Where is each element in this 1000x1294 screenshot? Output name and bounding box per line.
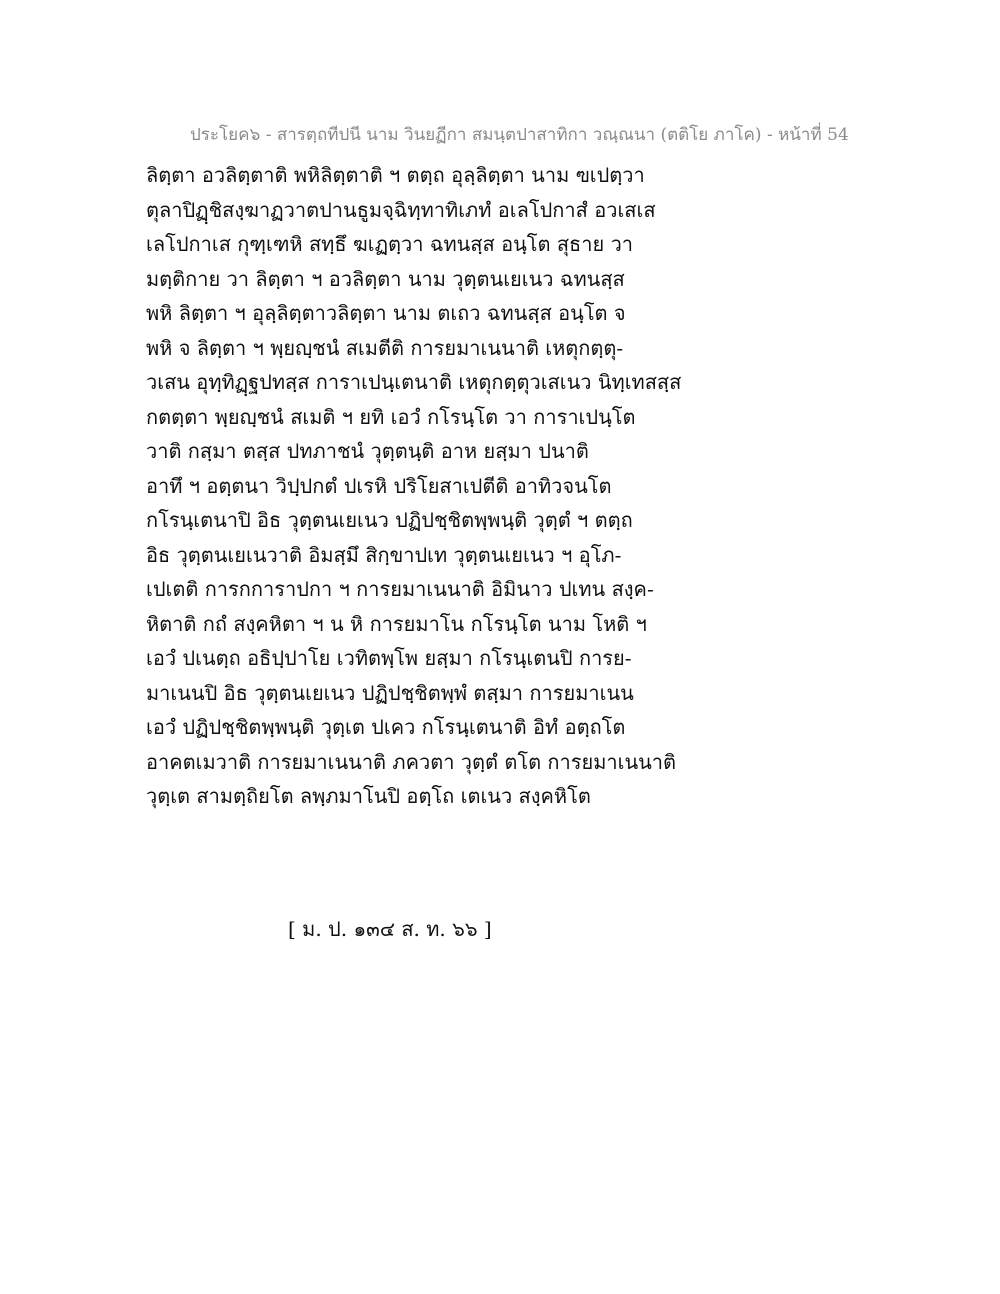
text-line: อาคตเมวาติ การยมาเนนาติ ภควตา วุตฺตํ ตโต การยมาเนนาติ	[146, 749, 677, 774]
body-text	[146, 158, 706, 814]
text-line: เลโปกาเส กุฑฺเฑหิ สทฺธึ ฆเฏตฺวา ฉทนสฺส อนฺโต สุธาย วา	[146, 232, 634, 256]
text-line: เอวํ ปฏิปชฺชิตพฺพนฺติ วุตฺเต ปเคว กโรนฺเตนาติ อิทํ อตฺถโต	[146, 715, 626, 739]
text-line: กโรนฺเตนาปิ อิธ วุตฺตนเยเนว ปฏิปชฺชิตพฺพนฺติ วุตฺตํ ฯ ตตฺถ	[146, 508, 633, 532]
running-header: ประโยค๖ - สารตฺถทีปนี นาม วินยฏีกา สมนฺตปาสาทิกา วณฺณนา (ตติโย ภาโค) - หน้าที่ 54	[190, 125, 849, 145]
text-line: วาติ กสฺมา ตสฺส ปทภาชนํ วุตฺตนฺติ อาห ยสฺมา ปนาติ	[146, 439, 589, 463]
text-line: อาทึ ฯ อตฺตนา วิปฺปกตํ ปเรหิ ปริโยสาเปตีติ อาทิวจนโต	[146, 473, 612, 498]
text-line: วเสน อุทฺทิฏฺฐปทสฺส การาเปนฺเตนาติ เหตุกตฺตุวเสเนว นิทฺเทสสฺส	[146, 370, 682, 394]
text-line: เอวํ ปเนตฺถ อธิปฺปาโย เวทิตพฺโพ ยสฺมา กโรนฺเตนปิ การย-	[146, 646, 632, 670]
text-line: อิธ วุตฺตนเยเนวาติ อิมสฺมึ สิกฺขาปเท วุตฺตนเยเนว ฯ อุโภ-	[146, 542, 622, 567]
text-line: พหิ จ ลิตฺตา ฯ พฺยญฺชนํ สเมตีติ การยมาเนนาติ เหตุกตฺตุ-	[146, 335, 624, 360]
text-line: หิตาติ กถํ สงฺคหิตา ฯ น หิ การยมาโน กโรนฺโต นาม โหติ ฯ	[146, 611, 647, 636]
text-line: มตฺติกาย วา ลิตฺตา ฯ อวลิตฺตา นาม วุตฺตนเยเนว ฉทนสฺส	[146, 266, 625, 291]
text-line: กตตฺตา พฺยญฺชนํ สเมติ ฯ ยทิ เอวํ กโรนฺโต วา การาเปนฺโต	[146, 404, 636, 429]
text-line: ลิตฺตา อวลิตฺตาติ พหิลิตฺตาติ ฯ ตตฺถ อุลฺลิตฺตา นาม ฃเปตฺวา	[146, 163, 645, 187]
text-line: ตุลาปิฏฺชิสงฺฆาฏวาตปานธูมจฺฉิทฺทาทิเภทํ อเลโปกาสํ อวเสเส	[146, 197, 656, 222]
text-line: มาเนนปิ อิธ วุตฺตนเยเนว ปฏิปชฺชิตพฺพํ ตสฺมา การยมาเนน	[146, 680, 634, 705]
text-line: พหิ ลิตฺตา ฯ อุลฺลิตฺตาวลิตฺตา นาม ตเถว ฉทนสฺส อนฺโต จ	[146, 301, 626, 325]
text-line: วุตฺเต สามตฺถิยโต ลพฺภมาโนปิ อตฺโถ เตเนว สงฺคหิโต	[146, 784, 591, 808]
citation-reference: [ ม. ป. ๑๓๔ ส. ท. ๖๖ ]	[288, 917, 492, 941]
text-line: เปเตติ การกการาปกา ฯ การยมาเนนาติ อิมินาว ปเทน สงฺค-	[146, 577, 654, 601]
